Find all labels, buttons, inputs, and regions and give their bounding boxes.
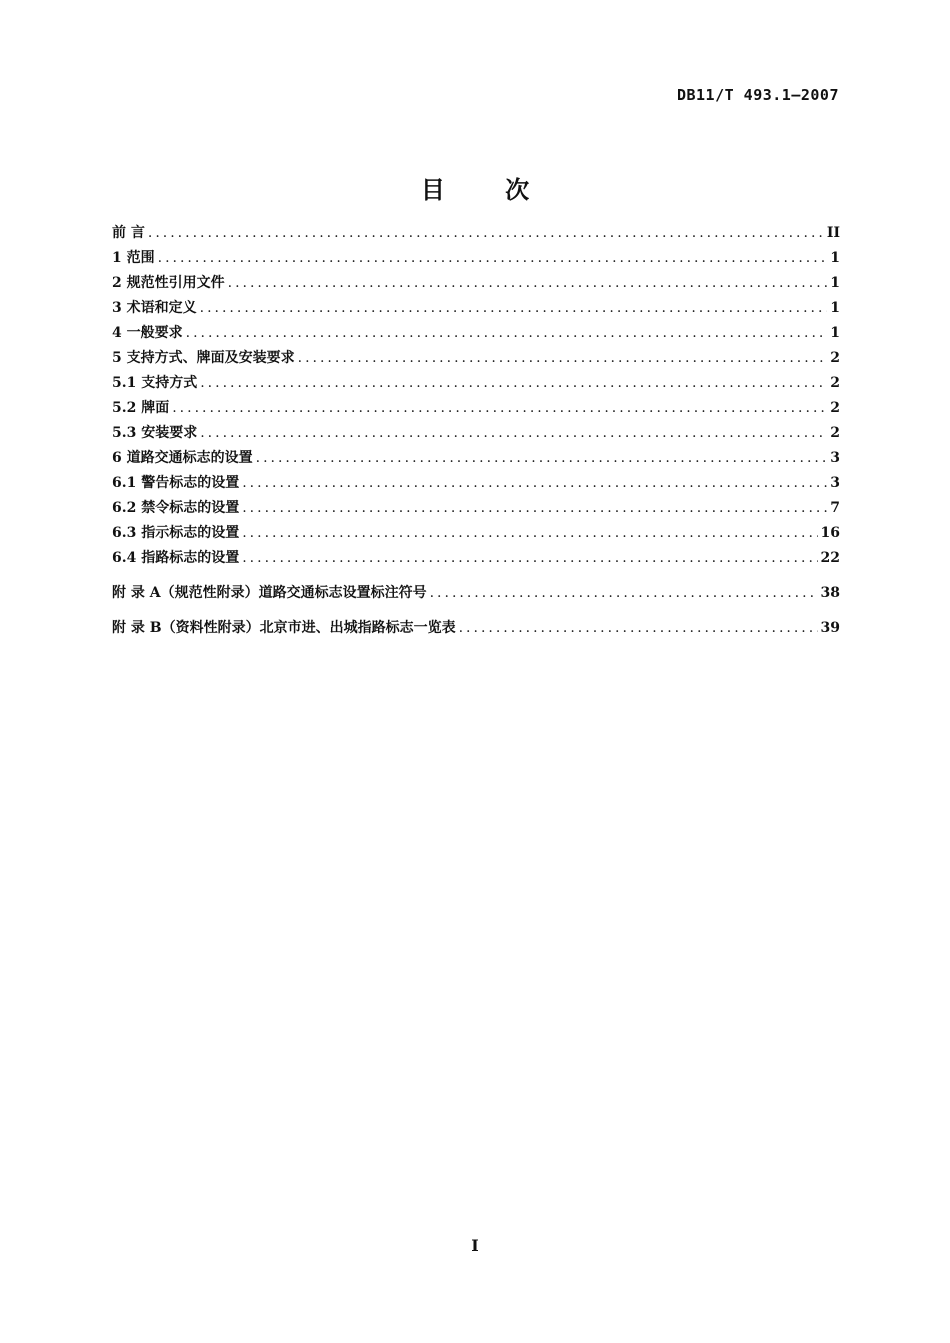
- toc-entry-label: 6 道路交通标志的设置: [112, 450, 253, 466]
- toc-entry[interactable]: [112, 547, 840, 572]
- toc-dot-leader: [200, 300, 827, 316]
- toc-dot-leader: [298, 350, 827, 366]
- toc-entry-label: 5.3 安装要求: [112, 425, 198, 441]
- toc-entry[interactable]: [112, 422, 840, 447]
- toc-entry[interactable]: [112, 472, 840, 497]
- toc-entry[interactable]: [112, 497, 840, 522]
- toc-entry-page: 7: [830, 500, 840, 516]
- toc-entry[interactable]: [112, 247, 840, 272]
- toc-entry-page: 2: [830, 400, 840, 416]
- toc-entry[interactable]: [112, 347, 840, 372]
- toc-annex-entry[interactable]: [112, 582, 840, 617]
- toc-dot-leader: [200, 425, 827, 441]
- toc-entry[interactable]: [112, 297, 840, 322]
- toc-dot-leader: [256, 450, 827, 466]
- toc-entry-page: II: [826, 225, 840, 241]
- toc-entry-label: 5.1 支持方式: [112, 375, 198, 391]
- toc-entry-label: 6.3 指示标志的设置: [112, 525, 240, 541]
- toc-entry-page: 1: [830, 250, 840, 266]
- toc-entry-page: 22: [820, 550, 840, 566]
- toc-dot-leader: [186, 325, 827, 341]
- toc-entry[interactable]: [112, 372, 840, 397]
- toc-entry-page: 16: [820, 525, 840, 541]
- table-of-contents: [112, 222, 840, 652]
- toc-annex-entry[interactable]: [112, 617, 840, 652]
- toc-title: 目 次: [420, 176, 556, 204]
- toc-dot-leader: [172, 400, 827, 416]
- toc-entry-label: 4 一般要求: [112, 325, 183, 341]
- toc-entry-page: 3: [830, 450, 840, 466]
- toc-entry-page: 3: [830, 475, 840, 491]
- toc-entry[interactable]: [112, 397, 840, 422]
- page-number: I: [471, 1236, 479, 1255]
- toc-entry-page: 2: [830, 350, 840, 366]
- toc-entry[interactable]: [112, 272, 840, 297]
- toc-entry[interactable]: [112, 222, 840, 247]
- toc-entry-page: 1: [830, 275, 840, 291]
- toc-dot-leader: [459, 620, 818, 636]
- standard-code: DB11/T 493.1—2007: [676, 86, 839, 104]
- toc-dot-leader: [242, 500, 827, 516]
- toc-entry-label: 5.2 牌面: [112, 400, 170, 416]
- toc-dot-leader: [228, 275, 827, 291]
- toc-entry-page: 2: [830, 425, 840, 441]
- toc-annex-label: 附 录 B（资料性附录）北京市进、出城指路标志一览表: [112, 620, 456, 636]
- toc-dot-leader: [148, 225, 824, 241]
- toc-annex-page: 39: [820, 620, 840, 636]
- toc-annex-label: 附 录 A（规范性附录）道路交通标志设置标注符号: [112, 585, 427, 601]
- toc-entry-label: 6.2 禁令标志的设置: [112, 500, 240, 516]
- toc-entry-label: 1 范围: [112, 250, 155, 266]
- toc-entry-label: 5 支持方式、牌面及安装要求: [112, 350, 295, 366]
- toc-annex-page: 38: [820, 585, 840, 601]
- toc-entry[interactable]: [112, 522, 840, 547]
- toc-entry-label: 6.1 警告标志的设置: [112, 475, 240, 491]
- toc-entry-page: 1: [830, 325, 840, 341]
- toc-dot-leader: [430, 585, 818, 601]
- toc-entry-label: 2 规范性引用文件: [112, 275, 225, 291]
- toc-dot-leader: [242, 550, 817, 566]
- toc-entry-page: 2: [830, 375, 840, 391]
- toc-entry-label: 前 言: [112, 225, 145, 241]
- toc-dot-leader: [242, 475, 827, 491]
- toc-dot-leader: [200, 375, 827, 391]
- toc-entry-page: 1: [830, 300, 840, 316]
- toc-entry-label: 6.4 指路标志的设置: [112, 550, 240, 566]
- toc-dot-leader: [158, 250, 827, 266]
- toc-entry[interactable]: [112, 447, 840, 472]
- toc-entry-label: 3 术语和定义: [112, 300, 197, 316]
- toc-entry[interactable]: [112, 322, 840, 347]
- toc-dot-leader: [242, 525, 817, 541]
